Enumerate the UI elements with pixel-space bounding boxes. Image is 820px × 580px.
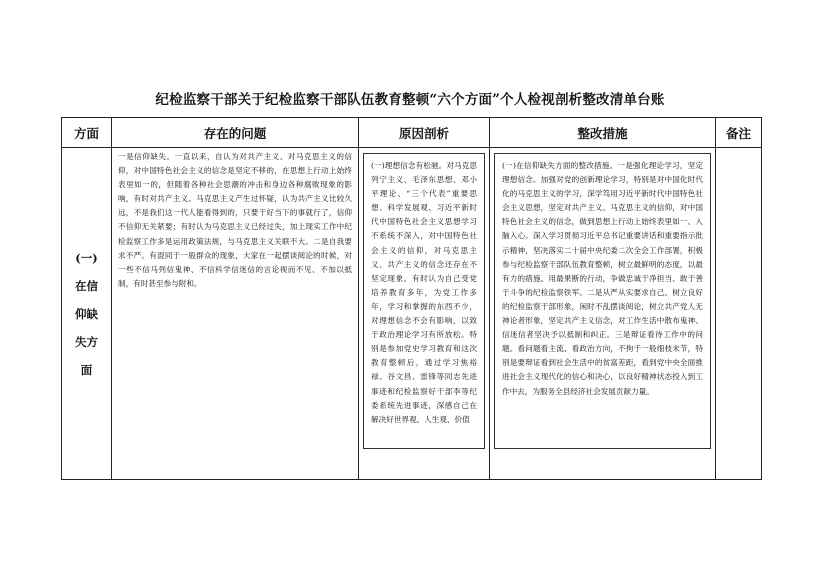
header-problem: 存在的问题: [112, 118, 359, 148]
remark-cell: [716, 148, 762, 480]
aspect-cell: [62, 148, 112, 480]
problem-text: 一是信仰缺失。一直以来，自认为对共产主义、对马克思主义的信仰，对中国特色社会主义的信念是坚定不移的，在思想上行动上始终表里如一的，但随着各种社会思潮的冲击和身边各种腐败现象的影响，有时对共产主义、马克思主义产生过怀疑，认为共产主义比较久远，不是我们这一代人能看得到的，只要干好当下的事就行了，信仰不信仰无关紧要；有时认为马克思主义已经过失，加上现实工作中纪检监察工作多是运用政策法规，与马克思主义关联不大。二是自我要求不严。有混同于一般群众的现象，大家在一起摆谈阅论的时候，对一些不信马列信鬼神、不信科学信迷信的言论视而不见、不加以抵制，有时甚至参与附和。: [118, 152, 352, 288]
table-row: [62, 148, 762, 480]
document-title: 纪检监察干部关于纪检监察干部队伍教育整顿“六个方面”个人检视剖析整改清单台账: [155, 92, 665, 108]
aspect-line: (一): [75, 250, 98, 265]
cause-cell: [359, 148, 490, 480]
header-cause: 原因剖析: [359, 118, 490, 148]
aspect-line: 失方: [75, 334, 98, 349]
aspect-line: 仰缺: [75, 306, 98, 321]
table-header-row: [62, 118, 762, 148]
cause-text: (一)理想信念有松驰。对马克思列宁主义、毛泽东思想、邓小平理论、“三个代表”重要思想、科学发展观、习近平新时代中国特色社会主义思想学习不系统不深入，对中国特色社会主义的信仰，对马克思主义、共产主义的信念还存在不坚定现象。有时认为自己受党培养教育多年，为党工作多年，学习和掌握的东西不少，对理想信念不会有影响，以致于政治理论学习有所放松。特别是参加党史学习教育和这次教育整顿后，通过学习焦裕禄、谷文昌、雷锋等同志先进事迹和纪检监察好干部李等纪委系统先进事迹，深感自己在解决好世界观、人生观、价值: [371, 161, 477, 424]
cause-box: [363, 153, 485, 449]
measure-text: (一)在信仰缺失方面的整改措施。一是强化理论学习，坚定理想信念。加强对党的创新理论学习，特别是对中国化时代化的马克思主义的学习，深学笃用习近平新时代中国特色社会主义思想，坚定对共产主义、马克思主义的信仰，对中国特色社会主义的信念，做到思想上行动上始终表里如一、入脑入心。深入学习贯彻习近平总书记重要讲话和重要指示批示精神，坚决落实二十届中央纪委二次全会工作部署，积极参与纪检监察干部队伍教育整顿，树立最鲜明的态度，以最有力的措施、用最果断的行动，争做忠诚干净担当、敢于善于斗争的纪检监察铁军。二是从严从实要求自己。树立良好的纪检监察干部形象，闲时不乱摆谈阅论，树立共产党人无神论者形象，坚定共产主义信念，对工作生活中散布鬼神、信迷信者坚决予以抵制和纠正。三是辩证看待工作中的问题。看问题看主流、看政治方向，不拘于一般细枝末节，特别是要辩证看到社会生活中的贫富差距，看到党中央全面推进社会主义现代化的信心和决心，以良好精神状态投入到工作中去，为服务全县经济社会发展贡献力量。: [502, 161, 703, 396]
aspect-line: 面: [80, 362, 93, 377]
header-aspect: 方面: [62, 118, 112, 148]
remark-text: [716, 148, 761, 152]
rectification-table: [61, 117, 762, 480]
measure-cell: [490, 148, 716, 480]
problem-cell: [112, 148, 359, 480]
header-measure: 整改措施: [490, 118, 716, 148]
header-remark: 备注: [716, 118, 762, 148]
aspect-line: 在信: [75, 278, 98, 293]
measure-box: [494, 153, 711, 449]
